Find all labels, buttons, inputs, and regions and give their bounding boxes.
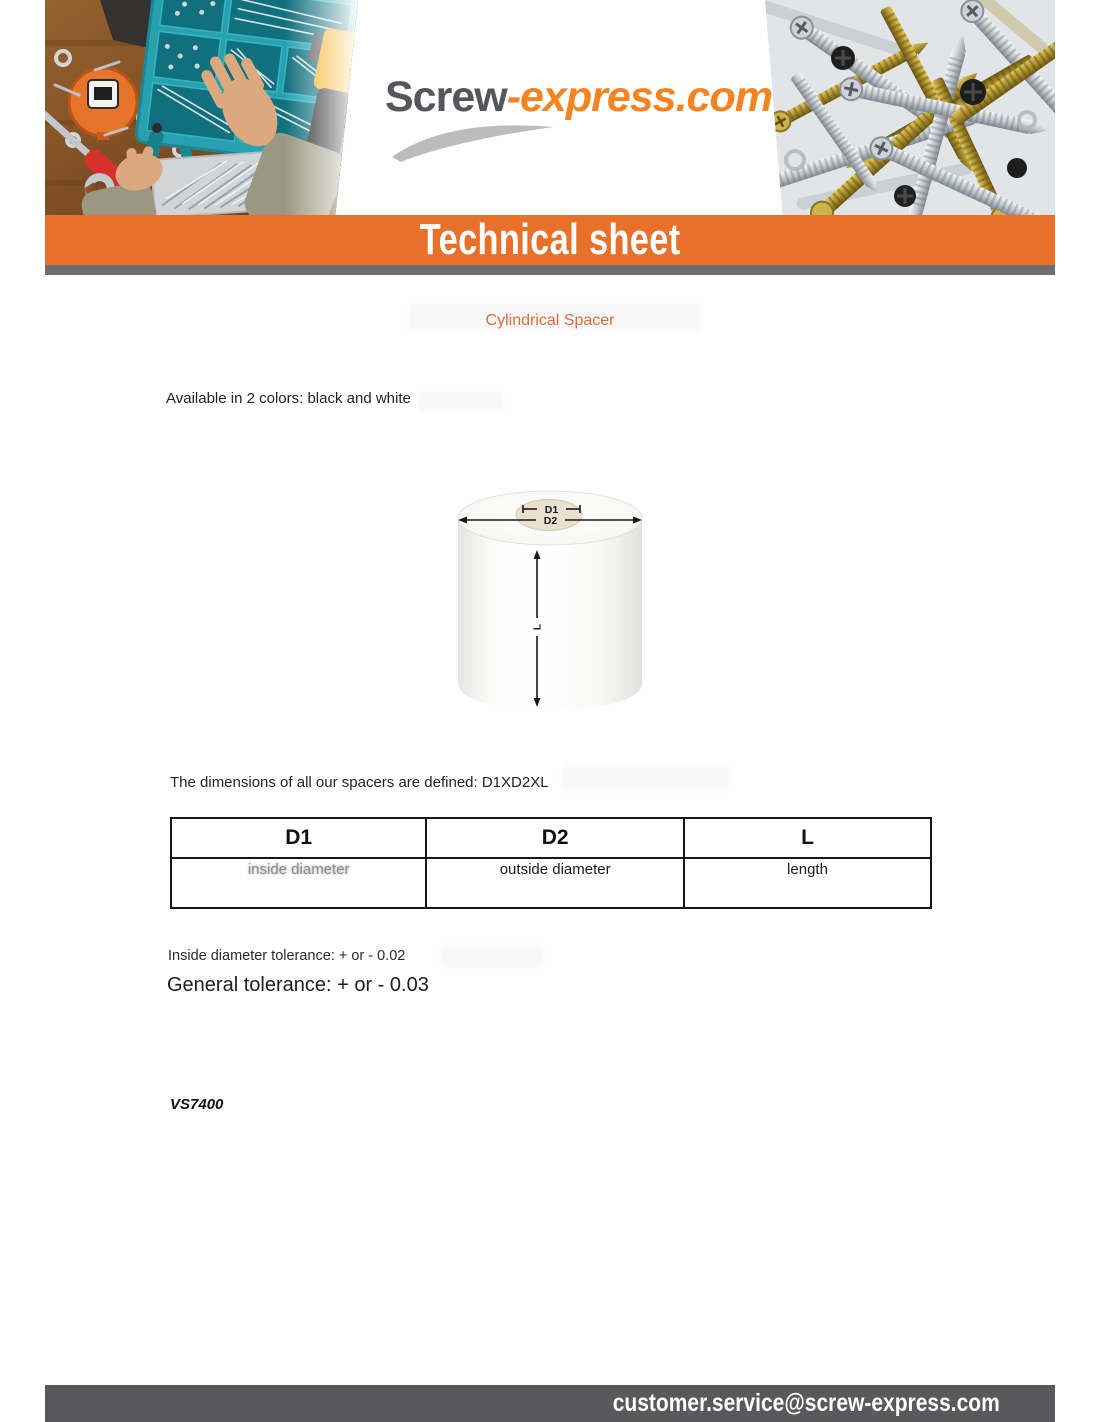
dimensions-note: The dimensions of all our spacers are defined: D1XD2XL [170, 774, 549, 791]
logo-swoosh [388, 120, 558, 169]
spacer-diagram [437, 478, 663, 735]
table-header-l: L [684, 818, 931, 858]
redaction-artifact [562, 766, 730, 790]
footer-bar [45, 1385, 1055, 1422]
customer-service-email[interactable]: customer.service@screw-express.com [612, 1389, 1000, 1417]
screws-photo [765, 0, 1055, 215]
technical-sheet-banner [45, 215, 1055, 265]
table-cell-length: length [684, 858, 931, 908]
l-label: L [531, 623, 544, 631]
table-description-row [171, 858, 931, 908]
logo-text-secondary: -express.com [506, 73, 772, 121]
logo-text-primary: Screw [385, 73, 507, 121]
table-cell-outside-diameter: outside diameter [426, 858, 684, 908]
table-cell-inside-diameter: inside diameter [171, 858, 426, 908]
table-header-row [171, 818, 931, 858]
table-header-d2: D2 [426, 818, 684, 858]
table-header-d1: D1 [171, 818, 426, 858]
workbench-photo [45, 0, 358, 215]
redaction-artifact [440, 946, 544, 968]
reference-code: VS7400 [170, 1096, 224, 1113]
general-tolerance: General tolerance: + or - 0.03 [167, 974, 429, 996]
banner-title: Technical sheet [419, 215, 681, 264]
d2-label: D2 [543, 515, 558, 527]
availability-note: Available in 2 colors: black and white [166, 390, 411, 407]
header-divider [45, 265, 1055, 275]
d1-label: D1 [544, 504, 559, 516]
spacer-body [458, 518, 642, 711]
brand-logo [385, 73, 772, 121]
inside-diameter-tolerance: Inside diameter tolerance: + or - 0.02 [168, 948, 406, 964]
redaction-artifact [418, 391, 504, 411]
screws-photo-art [765, 0, 1055, 215]
workbench-photo-art [45, 0, 358, 215]
product-title: Cylindrical Spacer [485, 312, 615, 329]
dimensions-table [170, 817, 932, 909]
